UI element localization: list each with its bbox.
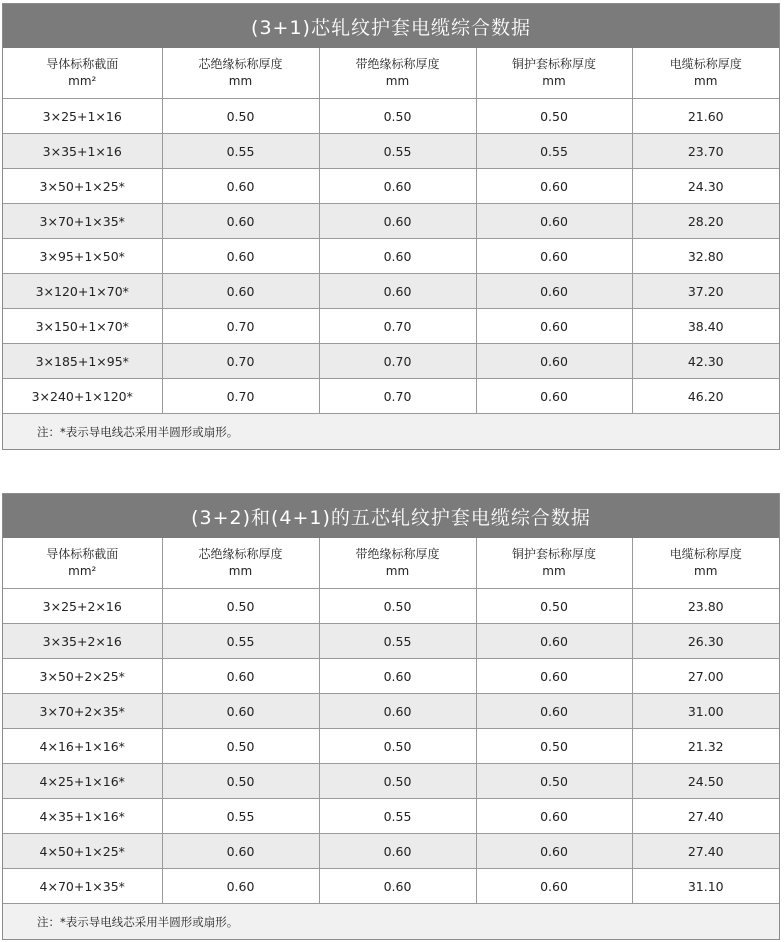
column-header: 电缆标称厚度 mm: [632, 48, 779, 99]
table-cell: 3×120+1×70*: [3, 274, 162, 309]
table-cell: 46.20: [632, 379, 779, 414]
column-header: 带绝缘标称厚度 mm: [319, 538, 476, 589]
table-cell: 0.50: [319, 729, 476, 764]
table-cell: 21.32: [632, 729, 779, 764]
table-cell: 3×25+2×16: [3, 589, 162, 624]
table-row: [3, 589, 779, 624]
table-cell: 0.50: [476, 729, 632, 764]
table-cell: 0.50: [476, 764, 632, 799]
table-cell: 0.60: [476, 694, 632, 729]
data-table: [3, 538, 779, 939]
table-row: [3, 799, 779, 834]
table-row: [3, 204, 779, 239]
table-cell: 0.50: [319, 589, 476, 624]
table-cell: 0.60: [476, 274, 632, 309]
table-cell: 23.80: [632, 589, 779, 624]
table-cell: 0.60: [476, 659, 632, 694]
table-cell: 0.70: [162, 379, 319, 414]
table-cell: 0.50: [476, 99, 632, 134]
table-cell: 0.55: [319, 134, 476, 169]
table-cell: 4×25+1×16*: [3, 764, 162, 799]
table-cell: 0.70: [319, 309, 476, 344]
column-header: 铜护套标称厚度 mm: [476, 538, 632, 589]
note-row: [3, 414, 779, 450]
data-table: [3, 48, 779, 449]
table-cell: 23.70: [632, 134, 779, 169]
table-cell: 24.50: [632, 764, 779, 799]
table-cell: 27.40: [632, 834, 779, 869]
table-cell: 3×240+1×120*: [3, 379, 162, 414]
table-cell: 3×70+1×35*: [3, 204, 162, 239]
table-cell: 27.00: [632, 659, 779, 694]
table-cell: 27.40: [632, 799, 779, 834]
table-cell: 0.60: [476, 869, 632, 904]
table-row: [3, 169, 779, 204]
table-row: [3, 869, 779, 904]
table-cell: 0.60: [476, 624, 632, 659]
table-cell: 3×35+1×16: [3, 134, 162, 169]
table-row: [3, 344, 779, 379]
table-cell: 0.55: [162, 624, 319, 659]
column-header: 芯绝缘标称厚度 mm: [162, 48, 319, 99]
table-row: [3, 834, 779, 869]
table-cell: 0.70: [162, 309, 319, 344]
table-row: [3, 274, 779, 309]
table-cell: 24.30: [632, 169, 779, 204]
table-cell: 0.60: [319, 204, 476, 239]
table-row: [3, 309, 779, 344]
table-row: [3, 729, 779, 764]
table-block-3plus1: [2, 3, 780, 450]
table-cell: 0.60: [162, 169, 319, 204]
table-cell: 3×35+2×16: [3, 624, 162, 659]
table-cell: 0.60: [162, 694, 319, 729]
table-cell: 0.50: [162, 764, 319, 799]
table-cell: 4×35+1×16*: [3, 799, 162, 834]
column-header: 芯绝缘标称厚度 mm: [162, 538, 319, 589]
header-row: [3, 48, 779, 99]
table-cell: 0.55: [162, 799, 319, 834]
table-cell: 0.60: [162, 239, 319, 274]
table-cell: 38.40: [632, 309, 779, 344]
table-cell: 0.60: [319, 169, 476, 204]
table-cell: 0.70: [319, 344, 476, 379]
table-title: (3+1)芯轧纹护套电缆综合数据: [3, 4, 779, 48]
column-header: 导体标称截面 mm²: [3, 48, 162, 99]
table-row: [3, 764, 779, 799]
table-cell: 4×50+1×25*: [3, 834, 162, 869]
table-cell: 0.60: [319, 869, 476, 904]
table-cell: 3×150+1×70*: [3, 309, 162, 344]
header-row: [3, 538, 779, 589]
table-cell: 0.60: [476, 204, 632, 239]
column-header: 铜护套标称厚度 mm: [476, 48, 632, 99]
table-cell: 31.00: [632, 694, 779, 729]
table-cell: 3×50+1×25*: [3, 169, 162, 204]
table-title: (3+2)和(4+1)的五芯轧纹护套电缆综合数据: [3, 494, 779, 538]
table-row: [3, 379, 779, 414]
table-cell: 28.20: [632, 204, 779, 239]
table-row: [3, 99, 779, 134]
table-row: [3, 624, 779, 659]
table-cell: 0.60: [162, 834, 319, 869]
column-header: 导体标称截面 mm²: [3, 538, 162, 589]
table-cell: 3×25+1×16: [3, 99, 162, 134]
table-cell: 0.60: [476, 239, 632, 274]
table-cell: 3×50+2×25*: [3, 659, 162, 694]
table-cell: 42.30: [632, 344, 779, 379]
table-block-five-core: [2, 493, 780, 940]
table-cell: 3×185+1×95*: [3, 344, 162, 379]
table-cell: 0.60: [319, 659, 476, 694]
table-cell: 3×95+1×50*: [3, 239, 162, 274]
column-header: 带绝缘标称厚度 mm: [319, 48, 476, 99]
table-cell: 0.55: [319, 624, 476, 659]
table-cell: 0.60: [162, 274, 319, 309]
table-cell: 0.60: [476, 799, 632, 834]
table-cell: 0.60: [162, 869, 319, 904]
table-cell: 31.10: [632, 869, 779, 904]
table-cell: 0.50: [162, 99, 319, 134]
table-row: [3, 659, 779, 694]
table-cell: 0.55: [476, 134, 632, 169]
table-cell: 21.60: [632, 99, 779, 134]
table-cell: 0.60: [319, 834, 476, 869]
table-row: [3, 134, 779, 169]
table-note: 注：*表示导电线芯采用半圆形或扇形。: [3, 904, 779, 940]
table-note: 注：*表示导电线芯采用半圆形或扇形。: [3, 414, 779, 450]
table-cell: 0.60: [476, 169, 632, 204]
table-cell: 0.50: [319, 99, 476, 134]
table-cell: 0.50: [162, 729, 319, 764]
table-cell: 0.55: [319, 799, 476, 834]
table-cell: 0.60: [476, 309, 632, 344]
table-cell: 0.55: [162, 134, 319, 169]
table-cell: 0.60: [476, 379, 632, 414]
table-cell: 32.80: [632, 239, 779, 274]
table-cell: 0.60: [162, 204, 319, 239]
table-row: [3, 239, 779, 274]
table-cell: 0.60: [476, 834, 632, 869]
column-header: 电缆标称厚度 mm: [632, 538, 779, 589]
table-cell: 0.60: [319, 239, 476, 274]
table-cell: 0.60: [319, 274, 476, 309]
table-row: [3, 694, 779, 729]
table-cell: 0.50: [319, 764, 476, 799]
table-cell: 0.70: [162, 344, 319, 379]
table-cell: 4×16+1×16*: [3, 729, 162, 764]
table-cell: 26.30: [632, 624, 779, 659]
table-cell: 0.70: [319, 379, 476, 414]
table-cell: 0.60: [476, 344, 632, 379]
table-cell: 0.50: [162, 589, 319, 624]
table-cell: 0.60: [319, 694, 476, 729]
note-row: [3, 904, 779, 940]
table-cell: 4×70+1×35*: [3, 869, 162, 904]
table-cell: 0.60: [162, 659, 319, 694]
table-cell: 3×70+2×35*: [3, 694, 162, 729]
table-cell: 37.20: [632, 274, 779, 309]
table-cell: 0.50: [476, 589, 632, 624]
